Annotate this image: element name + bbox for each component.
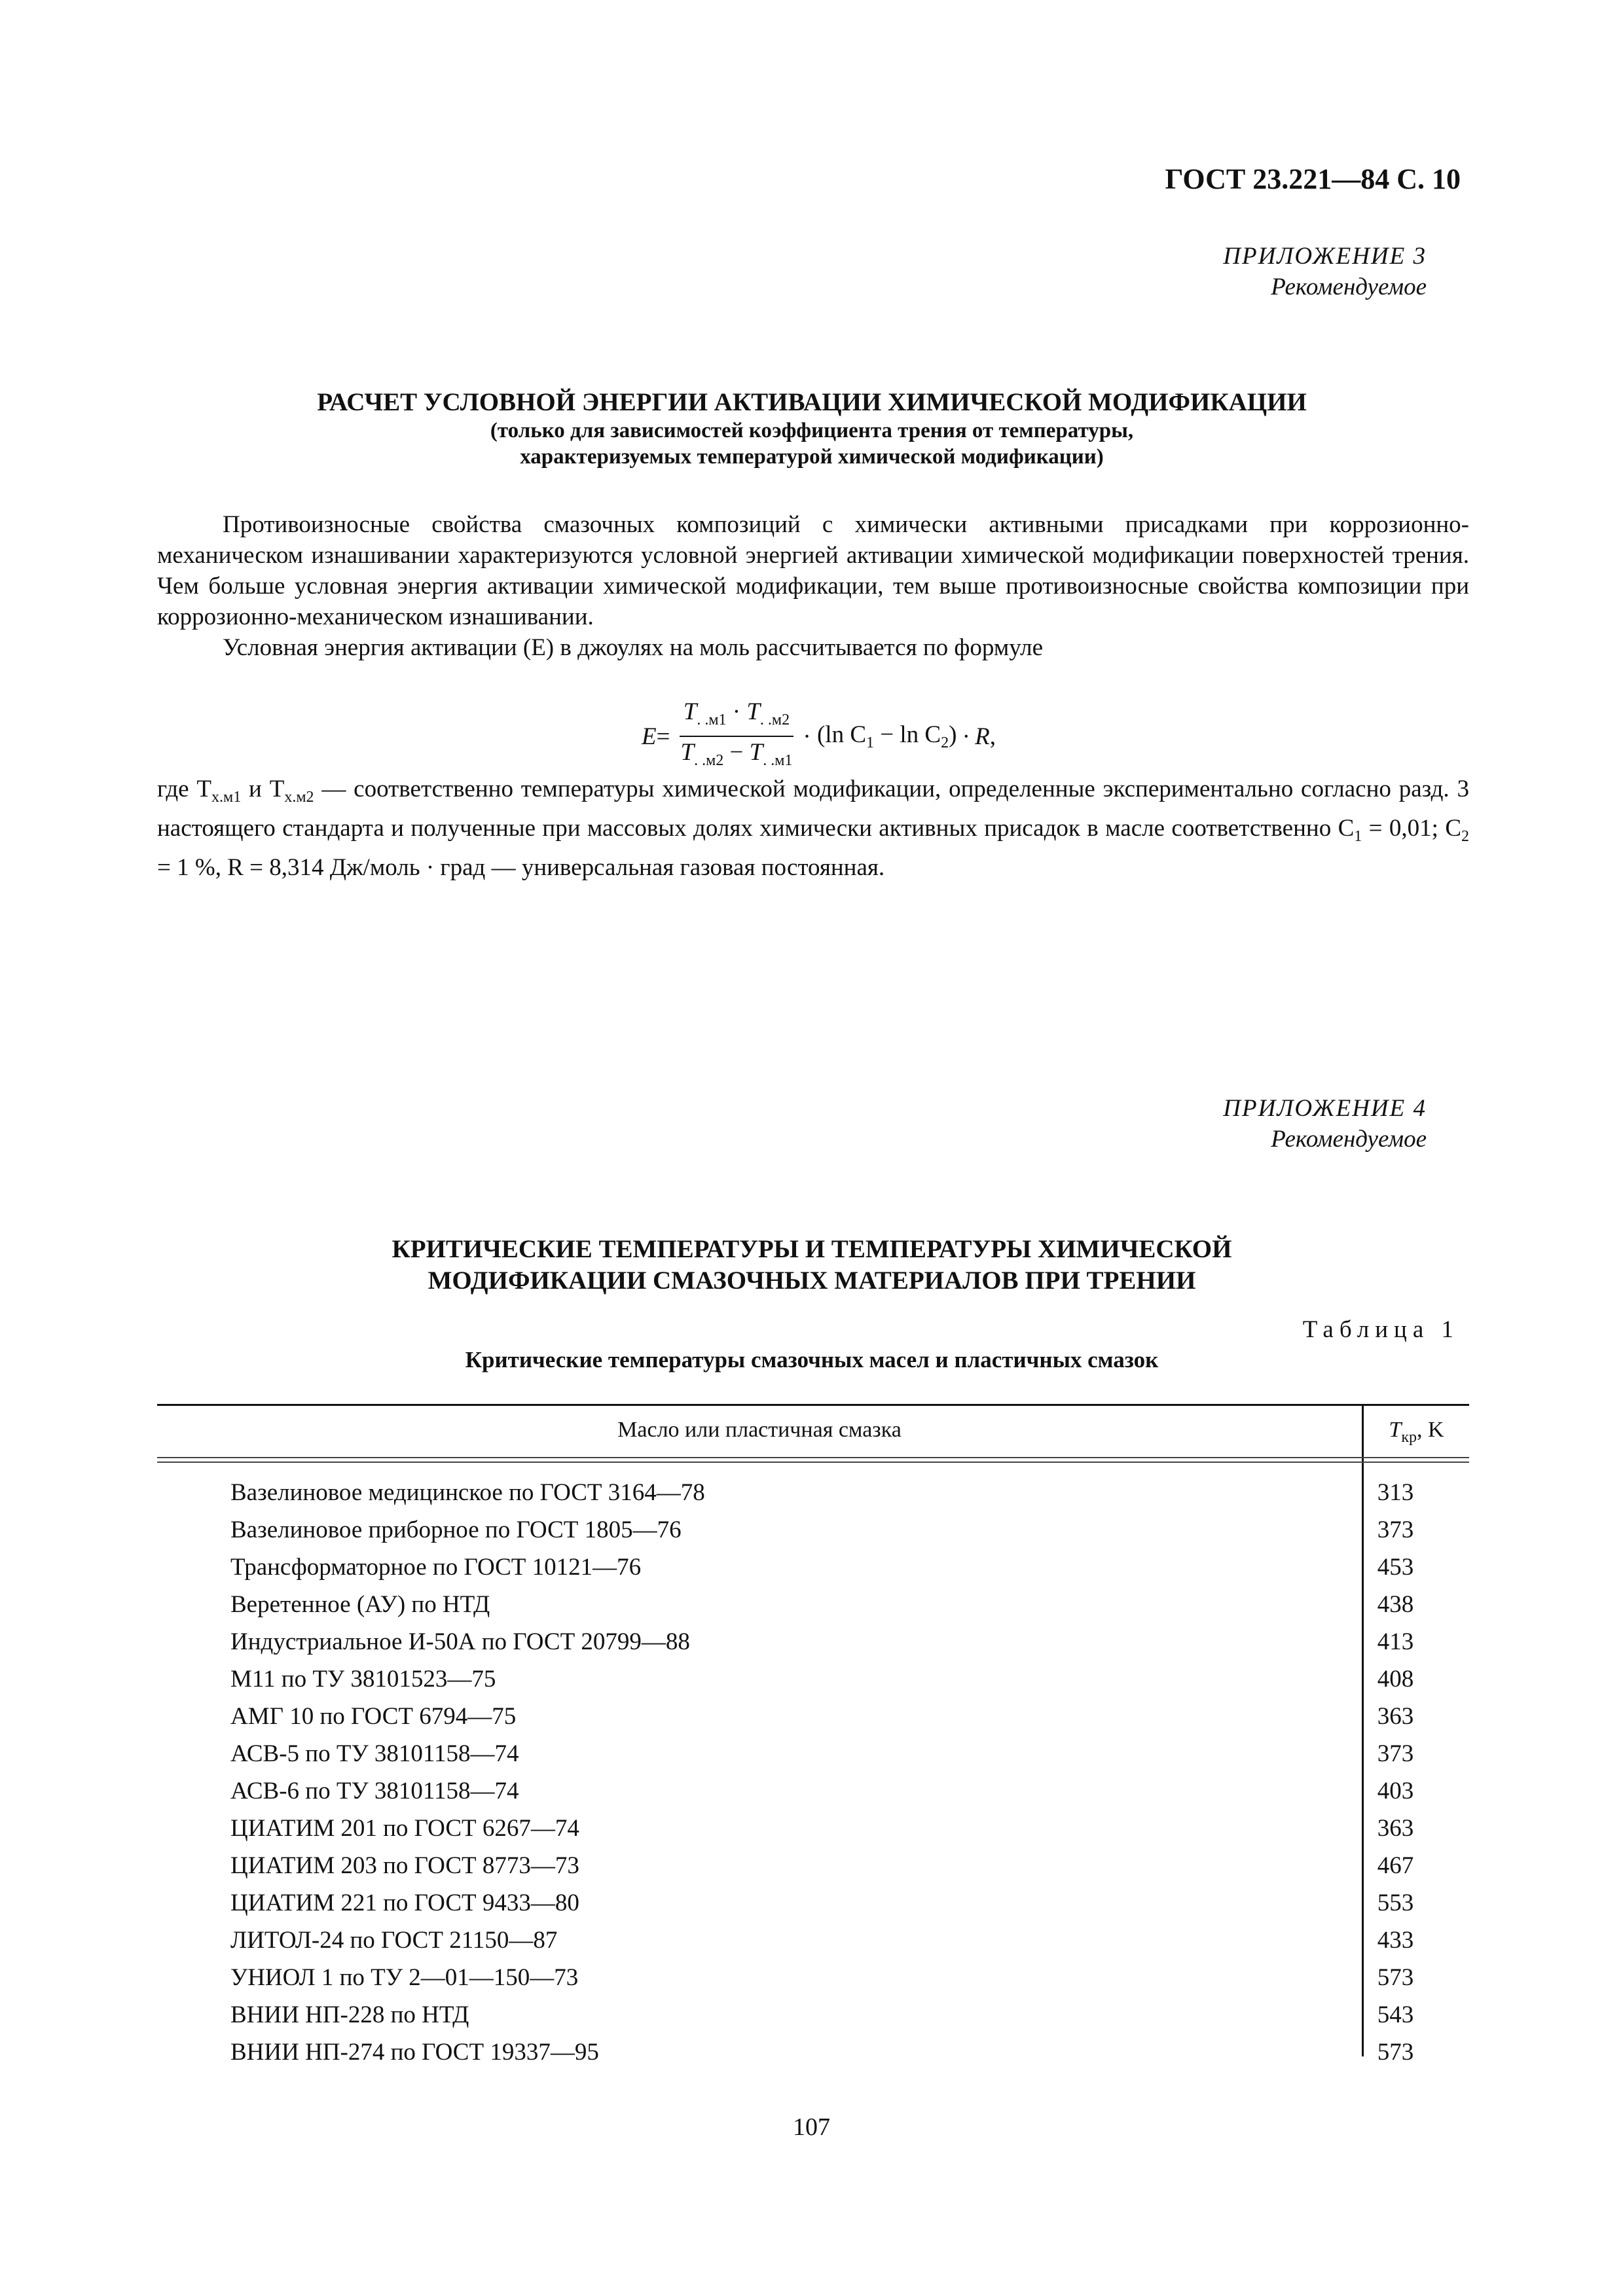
formula-fraction (676, 699, 796, 774)
material-name: ЦИАТИМ 201 по ГОСТ 6267—74 (230, 1815, 579, 1842)
table-row (157, 1698, 1469, 1735)
material-name: УНИОЛ 1 по ТУ 2—01—150—73 (230, 1964, 579, 1991)
table-row (157, 2034, 1469, 2071)
formula-comma: , (989, 723, 996, 750)
formula-equals: = (656, 723, 670, 750)
critical-temperature: 408 (1377, 1666, 1414, 1693)
critical-temperature: 313 (1377, 1479, 1414, 1506)
table-row (157, 1660, 1469, 1698)
table-top-rule (157, 1404, 1469, 1406)
material-name: АСВ-6 по ТУ 38101158—74 (230, 1778, 519, 1804)
section-title-line-1: КРИТИЧЕСКИЕ ТЕМПЕРАТУРЫ И ТЕМПЕРАТУРЫ ХИМИЧЕСКОЙ (392, 1235, 1232, 1263)
material-name: Трансформаторное по ГОСТ 10121—76 (230, 1554, 642, 1581)
table-row (157, 1735, 1469, 1772)
formula-log-part: (ln $C_1 - \ln C_2$) (816, 721, 957, 751)
formula-times-r: · R (962, 723, 990, 750)
critical-temperature: 403 (1377, 1778, 1414, 1804)
section-subtitle-line-1: (только для зависимостей коэффициента трения от температуры, (490, 419, 1134, 442)
appendix-3-status: Рекомендуемое (1271, 274, 1427, 300)
section-title-main: РАСЧЕТ УСЛОВНОЙ ЭНЕРГИИ АКТИВАЦИИ ХИМИЧЕСКОЙ МОДИФИКАЦИИ (317, 388, 1307, 416)
where-paragraph: где $T_{х.м1}$ и $T_{х.м2}$ — соответственно температуры химической модификации, определенные экспериментально согласно разд. 3 настоящего стандарта и полученные при массовых долях химически активных присадок в масле соответственно $C_1 = 0,01$; $C_2 = 1$ %, R = 8,314 Дж/моль · град — универсальная газовая постоянная. (157, 776, 1469, 881)
critical-temperature: 363 (1377, 1815, 1414, 1842)
formula-explanation (157, 774, 1469, 883)
appendix-4-label (1223, 1093, 1427, 1155)
critical-temperature: 413 (1377, 1628, 1414, 1655)
column-header-material: Масло или пластичная смазка (617, 1418, 902, 1442)
table-row (157, 1847, 1469, 1884)
material-name: Индустриальное И-50А по ГОСТ 20799—88 (230, 1628, 690, 1655)
material-name: Веретенное (АУ) по НТД (230, 1591, 490, 1618)
material-name: М11 по ТУ 38101523—75 (230, 1666, 496, 1693)
table-row (157, 1586, 1469, 1623)
page-number: 107 (793, 2113, 830, 2141)
formula-mult: · (803, 723, 811, 750)
table-caption: Критические температуры смазочных масел и пластичных смазок (465, 1347, 1159, 1372)
critical-temperature: 453 (1377, 1554, 1414, 1581)
table-row (157, 1623, 1469, 1660)
formula-numerator: $T_{. .м1} \cdot T_{. .м2}$ (680, 699, 793, 737)
table-row (157, 1810, 1469, 1847)
material-name: ВНИИ НП-228 по НТД (230, 2001, 469, 2028)
table-row (157, 1959, 1469, 1996)
table-row (157, 1549, 1469, 1586)
material-name: Вазелиновое медицинское по ГОСТ 3164—78 (230, 1479, 705, 1506)
material-name: Вазелиновое приборное по ГОСТ 1805—76 (230, 1516, 682, 1543)
table-body (157, 1474, 1469, 2071)
appendix-3-section-title (157, 387, 1467, 470)
table-row (157, 1884, 1469, 1922)
material-name: ВНИИ НП-274 по ГОСТ 19337—95 (230, 2039, 599, 2066)
table-row (157, 1922, 1469, 1959)
appendix-3-title: ПРИЛОЖЕНИЕ 3 (1223, 243, 1427, 270)
appendix-4-title: ПРИЛОЖЕНИЕ 4 (1223, 1095, 1427, 1122)
table-row (157, 1772, 1469, 1810)
critical-temperature: 373 (1377, 1516, 1414, 1543)
critical-temperature: 573 (1377, 1964, 1414, 1991)
critical-temperature: 438 (1377, 1591, 1414, 1618)
paragraph-antiwear-properties: Противоизносные свойства смазочных композиций с химически активными присадками при коррозионно-механическом изнашивании характеризуются условной энергией активации химической модификации поверхностей трения. Чем больше условная энергия активации химической модификации, тем выше противоизносные свойства композиции при коррозионно-механическом изнашивании. (157, 511, 1469, 630)
paragraph-formula-intro: Условная энергия активации (E) в джоулях на моль рассчитывается по формуле (223, 634, 1043, 661)
header-rule-lower (157, 1462, 1469, 1463)
table-row (157, 1511, 1469, 1549)
material-name: ЦИАТИМ 203 по ГОСТ 8773—73 (230, 1852, 579, 1879)
appendix-3-label (1223, 241, 1427, 302)
critical-temperature: 467 (1377, 1852, 1414, 1879)
section-subtitle-line-2: характеризуемых температурой химической модификации) (520, 445, 1104, 469)
table-row (157, 1474, 1469, 1511)
critical-temperature: 573 (1377, 2039, 1414, 2066)
appendix-4-section-title (157, 1234, 1467, 1297)
table-number-label: Таблица 1 (1302, 1316, 1459, 1343)
critical-temperature: 543 (1377, 2001, 1414, 2028)
critical-temperature: 553 (1377, 1890, 1414, 1916)
header-rule-upper (157, 1457, 1469, 1458)
appendix-4-status: Рекомендуемое (1271, 1126, 1427, 1153)
activation-energy-formula (642, 699, 996, 774)
material-name: АМГ 10 по ГОСТ 6794—75 (230, 1703, 517, 1730)
column-header-critical-temperature: $T_{кр}$, K (1389, 1418, 1444, 1446)
material-name: ЛИТОЛ-24 по ГОСТ 21150—87 (230, 1927, 558, 1954)
critical-temperature: 433 (1377, 1927, 1414, 1954)
critical-temperature: 373 (1377, 1740, 1414, 1767)
material-name: ЦИАТИМ 221 по ГОСТ 9433—80 (230, 1890, 579, 1916)
critical-temperatures-table (157, 1404, 1469, 2066)
document-reference: ГОСТ 23.221—84 С. 10 (1165, 163, 1461, 195)
material-name: АСВ-5 по ТУ 38101158—74 (230, 1740, 519, 1767)
critical-temperature: 363 (1377, 1703, 1414, 1730)
section-title-line-2: МОДИФИКАЦИИ СМАЗОЧНЫХ МАТЕРИАЛОВ ПРИ ТРЕНИИ (428, 1266, 1196, 1295)
formula-lhs: E (642, 723, 657, 750)
formula-denominator: $T_{. .м2} - T_{. .м1}$ (680, 739, 793, 769)
table-row (157, 1996, 1469, 2034)
appendix-3-body (157, 509, 1469, 663)
